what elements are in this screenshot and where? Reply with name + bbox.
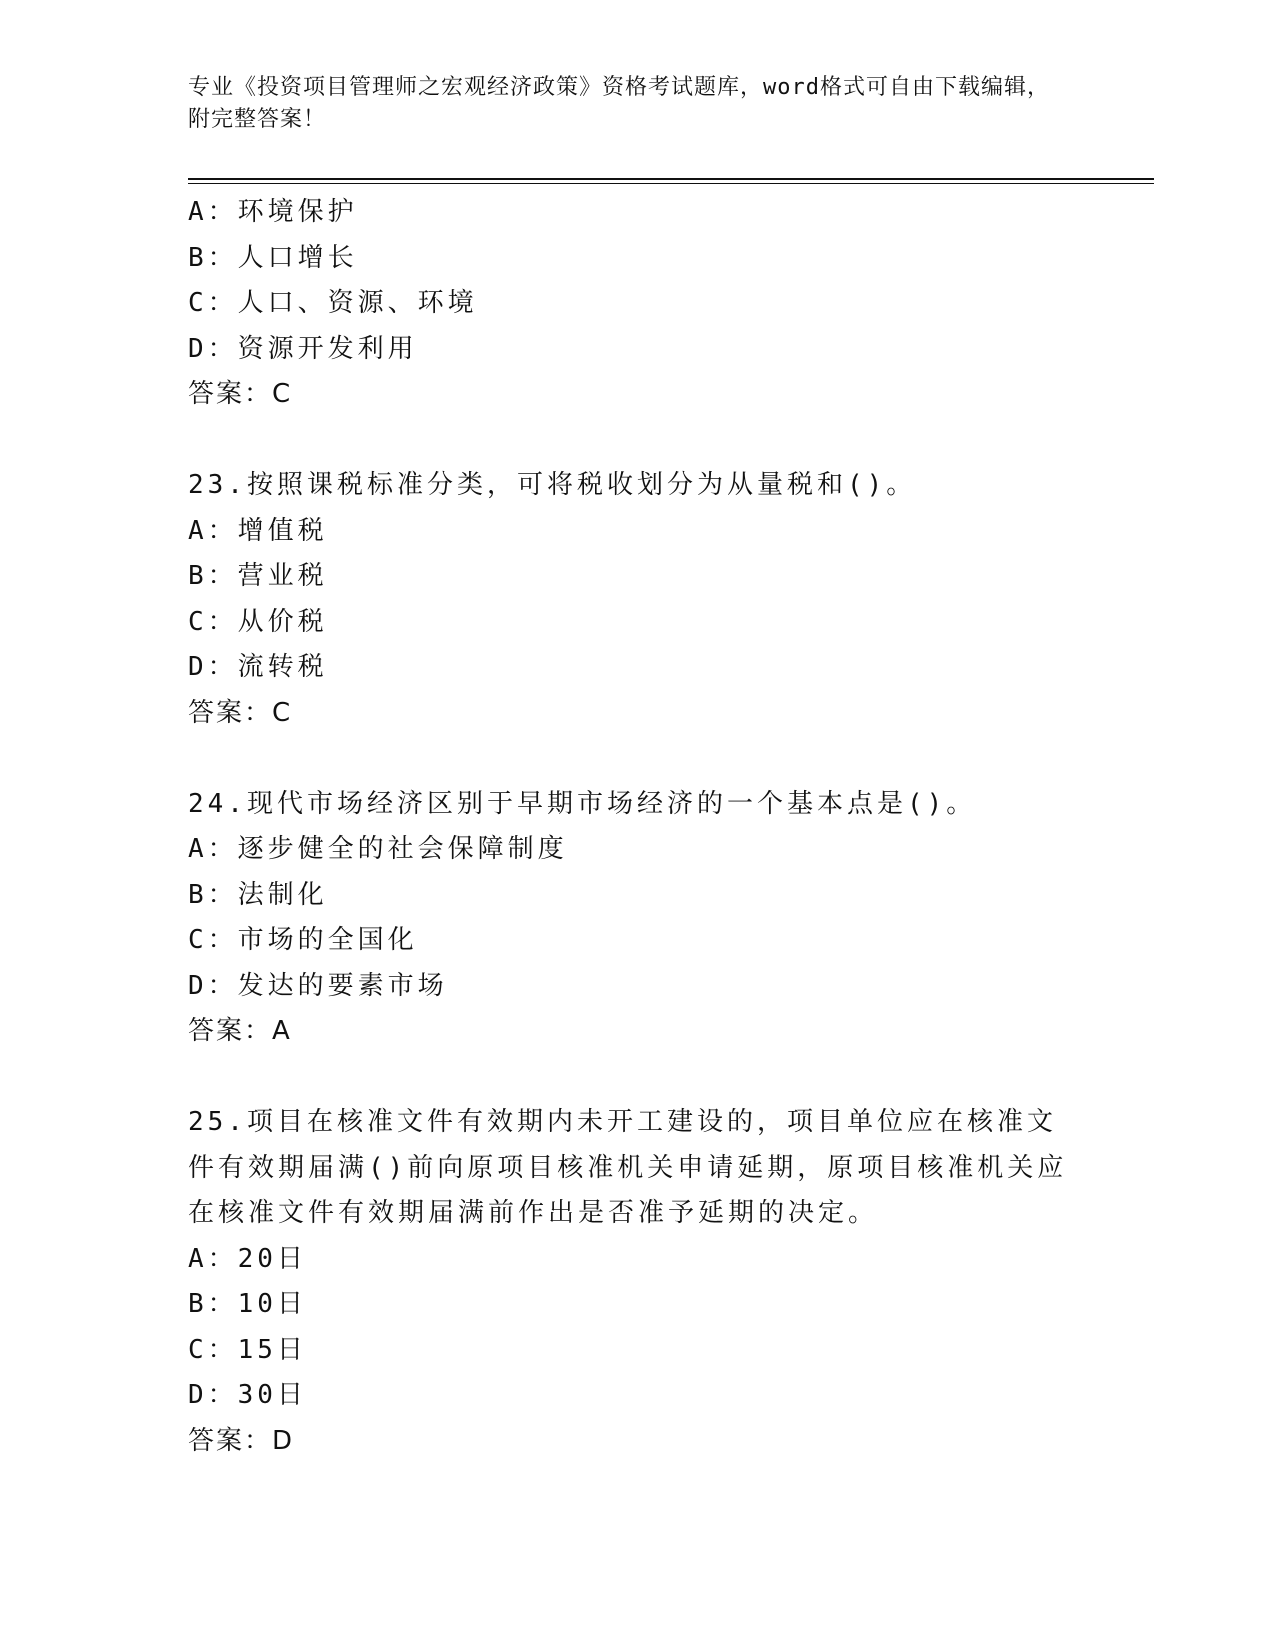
option-a: A：逐步健全的社会保障制度	[188, 834, 568, 864]
question-stem: 23.按照课税标准分类，可将税收划分为从量税和()。	[188, 470, 917, 500]
option-c: C：人口、资源、环境	[188, 288, 478, 318]
document-intro: 专业《投资项目管理师之宏观经济政策》资格考试题库，word格式可自由下载编辑，附完整答案！	[188, 75, 1050, 132]
question-stem: 24.现代市场经济区别于早期市场经济的一个基本点是()。	[188, 788, 977, 819]
answer-line: 答案：A	[188, 1016, 292, 1046]
question-stem: 25.项目在核准文件有效期内未开工建设的，项目单位应在核准文件有效期届满()前向原项目核准机关申请延期，原项目核准机关应在核准文件有效期届满前作出是否准予延期的决定。	[188, 1107, 1068, 1228]
option-a: A：增值税	[188, 515, 328, 546]
answer-line: 答案：C	[188, 379, 293, 409]
question-24	[188, 782, 1088, 1055]
option-d: D：30日	[188, 1380, 307, 1410]
header-divider-thin	[188, 183, 1154, 184]
answer-line: 答案：C	[188, 697, 293, 728]
option-b: B：10日	[188, 1289, 307, 1319]
option-c: C：从价税	[188, 606, 328, 637]
question-23	[188, 463, 1088, 736]
option-d: D：发达的要素市场	[188, 970, 448, 1001]
option-a: A：环境保护	[188, 197, 358, 227]
option-c: C：市场的全国化	[188, 925, 418, 955]
option-c: C：15日	[188, 1334, 307, 1365]
option-d: D：资源开发利用	[188, 333, 418, 364]
option-a: A：20日	[188, 1243, 307, 1274]
question-22	[188, 190, 1088, 418]
answer-line: 答案：D	[188, 1425, 295, 1456]
option-b: B：人口增长	[188, 242, 358, 273]
header-divider-thick	[188, 178, 1154, 180]
option-b: B：营业税	[188, 561, 328, 591]
option-b: B：法制化	[188, 879, 328, 910]
question-25	[188, 1100, 1088, 1464]
option-d: D：流转税	[188, 652, 328, 682]
question-list	[188, 190, 1088, 1464]
